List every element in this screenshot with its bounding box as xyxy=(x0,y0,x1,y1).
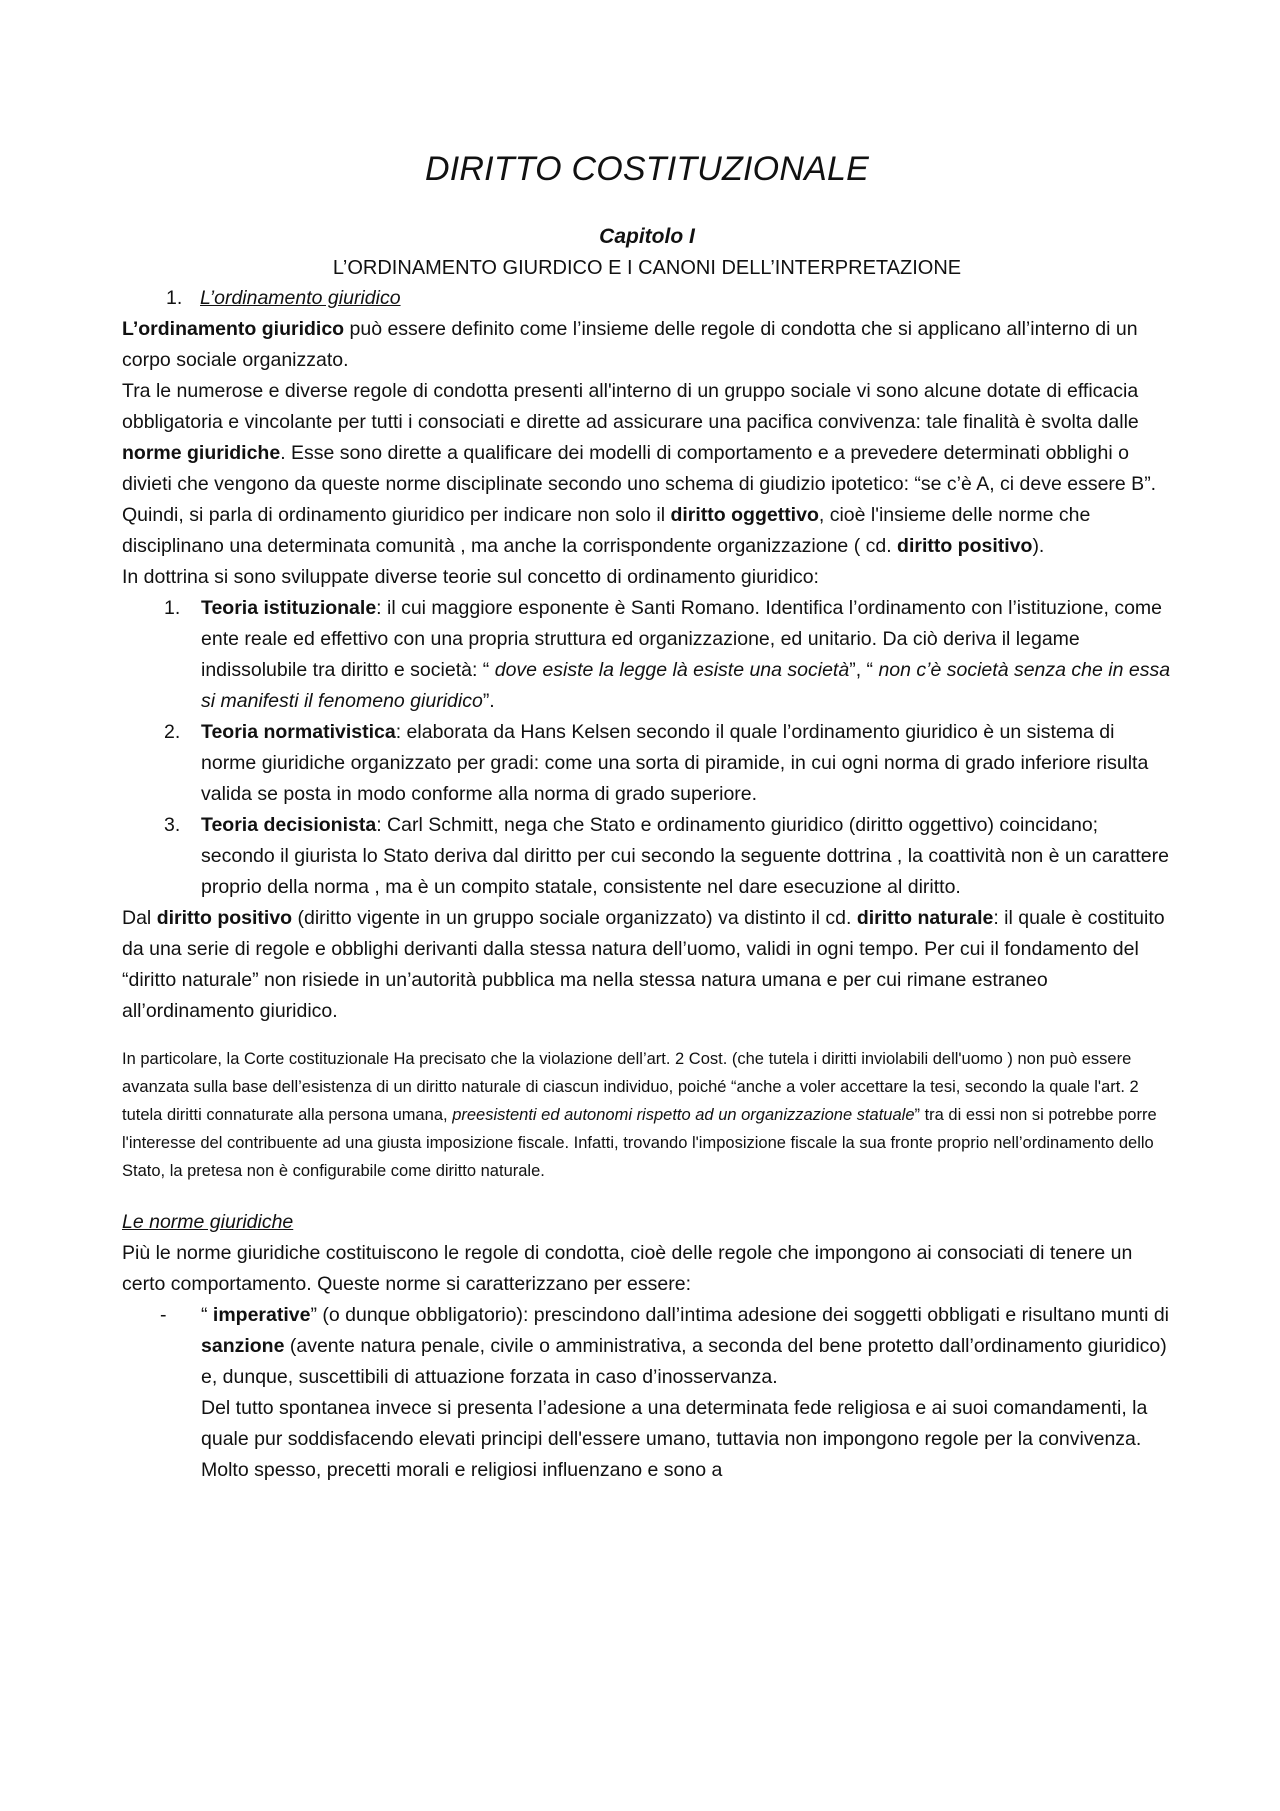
paragraph-text: Quindi, si parla di ordinamento giuridico per indicare non solo il xyxy=(122,504,671,526)
bold-term: diritto positivo xyxy=(156,907,293,929)
item-text: “ xyxy=(201,1304,213,1326)
bold-term: Teoria istituzionale xyxy=(201,597,377,619)
list-marker: 1. xyxy=(164,597,181,619)
item-text: : il cui maggiore esponente è Santi Romano. Identifica l’ordinamento con l’istituzione, come ente reale ed effettivo con una propria struttura ed organizzazione, ed unitario. Da ciò deriva il legame indissolubile tra diritto e società: “ xyxy=(201,597,1163,681)
paragraph-text: può essere definito come l’insieme delle regole di condotta che si applicano all’interno di un corpo sociale organizzato. xyxy=(122,318,1138,371)
item-text: : elaborata da Hans Kelsen secondo il quale l’ordinamento giuridico è un sistema di norme giuridiche organizzato per gradi: come una sorta di piramide, in cui ogni norma di grado inferiore risulta valida se posta in modo conforme alla norma di grado superiore. xyxy=(201,721,1149,805)
theories-list xyxy=(122,593,1172,903)
item-text: ”. xyxy=(482,690,495,712)
paragraph-1 xyxy=(122,314,1172,376)
features-list xyxy=(122,1300,1172,1393)
paragraph-3 xyxy=(122,500,1172,562)
bold-term: L’ordinamento giuridico xyxy=(122,318,345,340)
paragraph-text: (diritto vigente in un gruppo sociale organizzato) va distinto il cd. xyxy=(292,907,857,929)
section-number: 1. xyxy=(166,287,183,309)
list-marker: 2. xyxy=(164,721,181,743)
item-text: ” (o dunque obbligatorio): prescindono dall’intima adesione dei soggetti obbligati e risultano munti di xyxy=(310,1304,1170,1326)
spacer xyxy=(122,1027,1172,1045)
note-text: ” tra di essi non si potrebbe porre l'interesse del contribuente ad una giusta imposizione fiscale. Infatti, trovando l'imposizione fiscale la sua fronte proprio nell’ordinamento dello Stato, la pretesa non è configurabile come diritto naturale. xyxy=(122,1106,1157,1180)
list-item xyxy=(122,717,1172,810)
list-item xyxy=(122,1300,1172,1393)
section-heading-2: Le norme giuridiche xyxy=(122,1211,294,1233)
chapter-label: Capitolo I xyxy=(599,225,695,248)
list-marker: 3. xyxy=(164,814,181,836)
paragraph-text: : il quale è costituito da una serie di regole e obblighi derivanti dalla stessa natura dell’uomo, validi in ogni tempo. Per cui il fondamento del “diritto naturale” non risiede in un’autorità pubblica ma nella stessa natura umana e per cui rimane estraneo all’ordinamento giuridico. xyxy=(122,907,1165,1022)
bold-term: sanzione xyxy=(201,1335,285,1357)
paragraph-2 xyxy=(122,376,1172,500)
paragraph-text: . Esse sono dirette a qualificare dei modelli di comportamento e a prevedere determinati obblighi o divieti che vengono da queste norme disciplinate secondo uno schema di giudizio ipotetico: “se c’è A, ci deve essere B”. xyxy=(122,442,1157,495)
list-marker: - xyxy=(160,1304,167,1326)
bold-term: imperative xyxy=(212,1304,311,1326)
italic-quote: dove esiste la legge là esiste una società xyxy=(494,659,850,681)
list-item xyxy=(122,810,1172,903)
bold-term: Teoria normativistica xyxy=(201,721,396,743)
paragraph-4: In dottrina si sono sviluppate diverse teorie sul concetto di ordinamento giuridico: xyxy=(122,566,819,588)
italic-quote: non c’è società senza che in essa si manifesti il fenomeno giuridico xyxy=(201,659,1171,712)
bold-term: Teoria decisionista xyxy=(201,814,377,836)
item-text: ”, “ xyxy=(849,659,879,681)
page-title: DIRITTO COSTITUZIONALE xyxy=(425,150,869,188)
bold-term: diritto positivo xyxy=(897,535,1033,557)
item-text: (avente natura penale, civile o amministrativa, a seconda del bene protetto dall’ordinamento giuridico) e, dunque, suscettibili di attuazione forzata in caso d’inosservanza. xyxy=(201,1335,1167,1388)
note-paragraph xyxy=(122,1045,1172,1185)
paragraph-text: ). xyxy=(1032,535,1045,557)
paragraph-6: Più le norme giuridiche costituiscono le regole di condotta, cioè delle regole che impongono ai consociati di tenere un certo comportamento. Queste norme si caratterizzano per essere: xyxy=(122,1242,1133,1295)
item-text: : Carl Schmitt, nega che Stato e ordinamento giuridico (diritto oggettivo) coincidano; secondo il giurista lo Stato deriva dal diritto per cui secondo la seguente dottrina , la coattività non è un carattere proprio della norma , ma è un compito statale, consistente nel dare esecuzione al diritto. xyxy=(201,814,1169,898)
list-item xyxy=(122,593,1172,717)
document-body xyxy=(122,150,1172,1486)
chapter-subtitle: L’ORDINAMENTO GIURDICO E I CANONI DELL’INTERPRETAZIONE xyxy=(332,257,962,279)
paragraph-text: , cioè l'insieme delle norme che disciplinano una determinata comunità , ma anche la corrispondente organizzazione ( cd. xyxy=(122,504,1091,557)
spacer xyxy=(122,1185,1172,1207)
bold-term: norme giuridiche xyxy=(122,442,281,464)
paragraph-text: Dal xyxy=(122,907,157,929)
section-title: L’ordinamento giuridico xyxy=(200,287,401,309)
note-text: In particolare, la Corte costituzionale Ha precisato che la violazione dell’art. 2 Cost. (che tutela i diritti inviolabili dell'uomo ) non può essere avanzata sulla base dell’esistenza di un diritto naturale di ciascun individuo, poiché “anche a voler accettare la tesi, secondo la quale l'art. 2 tutela diritti connaturate alla persona umana, xyxy=(122,1050,1139,1124)
paragraph-text: Tra le numerose e diverse regole di condotta presenti all'interno di un gruppo sociale vi sono alcune dotate di efficacia obbligatoria e vincolante per tutti i consociati e dirette ad assicurare una pacifica convivenza: tale finalità è svolta dalle xyxy=(122,380,1139,433)
bold-term: diritto naturale xyxy=(856,907,994,929)
bold-term: diritto oggettivo xyxy=(670,504,819,526)
paragraph-5 xyxy=(122,903,1172,1027)
italic-quote: preesistenti ed autonomi rispetto ad un organizzazione statuale xyxy=(452,1106,915,1124)
section-heading-1 xyxy=(166,283,1172,314)
list-continuation: Del tutto spontanea invece si presenta l’adesione a una determinata fede religiosa e ai suoi comandamenti, la quale pur soddisfacendo elevati principi dell'essere umano, tuttavia non impongono regole per la convivenza. Molto spesso, precetti morali e religiosi influenzano e sono a xyxy=(201,1397,1148,1481)
